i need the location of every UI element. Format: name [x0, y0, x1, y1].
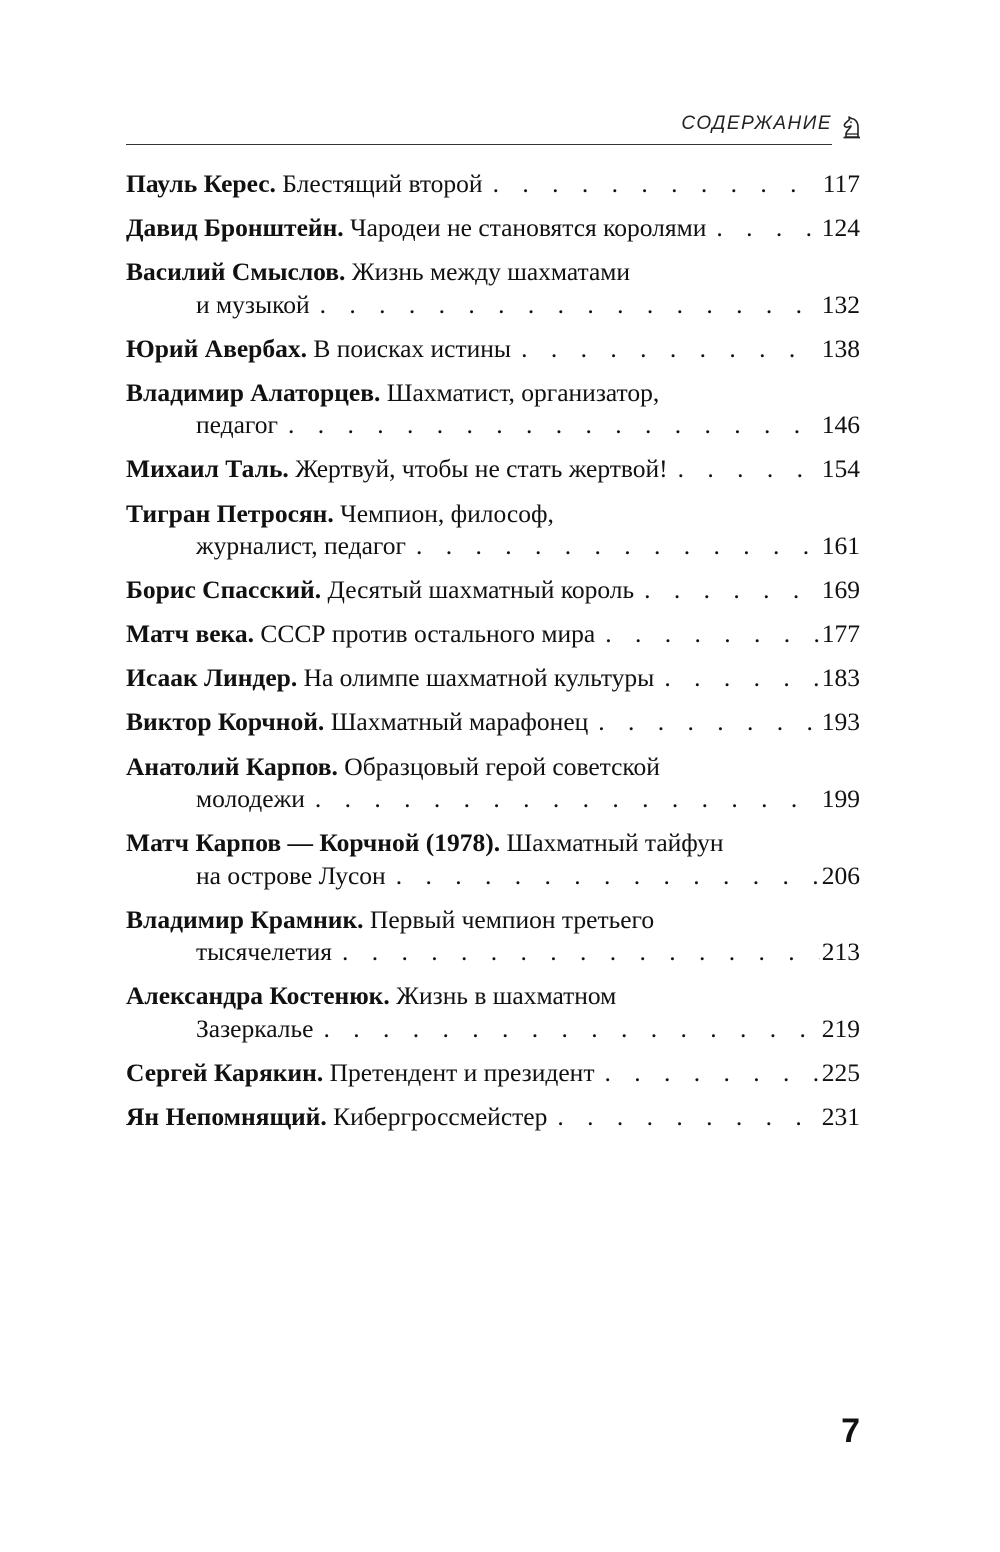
toc-entry[interactable]: [126, 333, 860, 366]
toc-entry-author: Матч Карпов — Корчной (1978).: [126, 828, 501, 858]
toc-entry-title-continued: педагог: [196, 410, 278, 440]
toc-entry[interactable]: [126, 751, 860, 816]
dot-leader: [313, 1013, 819, 1046]
dot-leader: [588, 706, 819, 739]
page-number: 7: [841, 1412, 860, 1450]
dot-leader: [483, 168, 821, 201]
toc-entry-line: [126, 453, 860, 486]
dot-leader: [386, 860, 820, 893]
toc-entry-page: 146: [821, 410, 860, 440]
toc-entry-title: На олимпе шахматной культуры: [303, 663, 655, 693]
toc-entry[interactable]: [126, 1057, 860, 1090]
toc-entry-title-continued: тысячелетия: [196, 937, 333, 967]
toc-entry-page: 183: [821, 663, 860, 693]
toc-entry-title: Первый чемпион третьего: [369, 904, 655, 934]
table-of-contents: [126, 168, 860, 1145]
dot-leader: [547, 1101, 819, 1134]
toc-entry-author: Ян Непомнящий.: [126, 1102, 327, 1131]
toc-entry-title-continued: Зазеркалье: [196, 1013, 314, 1043]
toc-entry[interactable]: [126, 980, 860, 1045]
toc-entry-second-line: [126, 1013, 860, 1046]
toc-entry-page: 213: [821, 937, 860, 967]
toc-entry-first-line: [126, 980, 860, 1013]
toc-entry-line: [126, 574, 860, 607]
dot-leader: [706, 212, 819, 245]
toc-entry-line: [126, 168, 860, 201]
dot-leader: [278, 409, 820, 442]
toc-entry-title: Претендент и президент: [329, 1057, 595, 1087]
toc-entry-first-line: [126, 904, 860, 937]
toc-entry-second-line: [126, 530, 860, 563]
toc-entry-page: 154: [821, 454, 860, 484]
toc-entry[interactable]: [126, 256, 860, 321]
toc-entry-title: Чародеи не становятся королями: [350, 213, 707, 243]
toc-entry-title: Десятый шахматный король: [327, 575, 635, 605]
toc-entry-author: Юрий Авербах.: [126, 333, 307, 363]
toc-entry[interactable]: [126, 904, 860, 969]
toc-entry-first-line: [126, 377, 860, 410]
toc-entry-first-line: [126, 827, 860, 860]
toc-entry-author: Исаак Линдер.: [126, 663, 298, 693]
toc-entry-page: 117: [822, 169, 860, 198]
toc-entry[interactable]: [126, 618, 860, 651]
toc-entry-author: Матч века.: [126, 619, 254, 649]
dot-leader: [511, 333, 820, 366]
toc-entry-page: 193: [821, 707, 860, 737]
toc-entry[interactable]: [126, 498, 860, 563]
toc-entry-line: [126, 706, 860, 739]
toc-entry-page: 161: [821, 531, 860, 561]
toc-entry-page: 132: [821, 289, 860, 319]
toc-entry-line: [126, 1101, 860, 1134]
toc-entry-title: Кибергроссмейстер: [333, 1102, 548, 1131]
toc-entry[interactable]: [126, 212, 860, 245]
toc-entry-first-line: [126, 256, 860, 289]
toc-entry-page: 206: [821, 860, 860, 890]
toc-entry-title: Жизнь в шахматном: [396, 981, 617, 1011]
toc-entry-title-continued: и музыкой: [196, 289, 310, 319]
toc-entry-page: 138: [821, 333, 860, 363]
toc-entry-author: Давид Бронштейн.: [126, 213, 344, 243]
toc-entry-author: Сергей Карякин.: [126, 1057, 324, 1087]
toc-entry-title: Чемпион, философ,: [340, 498, 554, 528]
toc-entry-second-line: [126, 409, 860, 442]
dot-leader: [595, 618, 820, 651]
toc-entry-line: [126, 618, 860, 651]
toc-entry[interactable]: [126, 706, 860, 739]
toc-entry-author: Александра Костенюк.: [126, 981, 390, 1011]
dot-leader: [406, 530, 820, 563]
toc-entry-title: СССР против остального мира: [260, 619, 596, 649]
toc-entry-author: Владимир Алаторцев.: [126, 377, 381, 407]
dot-leader: [594, 1057, 819, 1090]
toc-entry[interactable]: [126, 574, 860, 607]
toc-entry-title-continued: молодежи: [196, 784, 305, 814]
toc-entry-title: Жертвуй, чтобы не стать жертвой!: [295, 454, 668, 484]
toc-entry-title: Блестящий второй: [282, 169, 483, 198]
toc-entry-title: Шахматный марафонец: [330, 707, 589, 737]
toc-entry-line: [126, 1057, 860, 1090]
toc-entry-first-line: [126, 751, 860, 784]
running-header: [126, 112, 862, 146]
toc-entry-author: Борис Спасский.: [126, 575, 322, 605]
toc-entry-title-continued: на острове Лусон: [196, 860, 386, 890]
toc-entry-author: Тигран Петросян.: [126, 498, 334, 528]
toc-entry-title: Шахматный тайфун: [506, 828, 724, 858]
toc-entry-page: 124: [821, 213, 860, 243]
section-title: СОДЕРЖАНИЕ: [681, 113, 832, 134]
toc-entry-title: В поисках истины: [313, 333, 512, 363]
dot-leader: [654, 662, 819, 695]
toc-entry-page: 231: [821, 1102, 860, 1131]
toc-entry[interactable]: [126, 377, 860, 442]
toc-entry-author: Василий Смыслов.: [126, 257, 346, 287]
toc-entry-title: Жизнь между шахматами: [351, 257, 631, 287]
toc-entry-second-line: [126, 860, 860, 893]
dot-leader: [310, 289, 820, 322]
dot-leader: [332, 936, 820, 969]
toc-entry-page: 177: [821, 619, 860, 649]
toc-entry-author: Владимир Крамник.: [126, 904, 364, 934]
toc-entry-first-line: [126, 498, 860, 531]
dot-leader: [305, 783, 820, 816]
toc-entry[interactable]: [126, 1101, 860, 1134]
toc-entry-title: Шахматист, организатор,: [386, 377, 660, 407]
toc-entry-page: 225: [821, 1057, 860, 1087]
toc-entry-author: Михаил Таль.: [126, 454, 289, 484]
toc-entry[interactable]: [126, 827, 860, 892]
toc-entry-line: [126, 333, 860, 366]
dot-leader: [668, 453, 820, 486]
toc-entry-second-line: [126, 783, 860, 816]
dot-leader: [634, 574, 820, 607]
toc-entry-author: Пауль Керес.: [126, 169, 276, 198]
header-rule: [126, 144, 832, 145]
chess-knight-icon: [840, 114, 862, 140]
toc-entry-line: [126, 662, 860, 695]
toc-entry-title-continued: журналист, педагог: [196, 531, 406, 561]
toc-entry-page: 169: [821, 575, 860, 605]
toc-entry[interactable]: [126, 168, 860, 201]
toc-entry[interactable]: [126, 453, 860, 486]
toc-entry-second-line: [126, 936, 860, 969]
toc-entry-second-line: [126, 289, 860, 322]
toc-entry[interactable]: [126, 662, 860, 695]
toc-entry-page: 199: [821, 784, 860, 814]
toc-entry-line: [126, 212, 860, 245]
toc-entry-author: Анатолий Карпов.: [126, 751, 338, 781]
toc-entry-author: Виктор Корчной.: [126, 707, 325, 737]
toc-entry-page: 219: [821, 1013, 860, 1043]
toc-entry-title: Образцовый герой советской: [344, 751, 660, 781]
